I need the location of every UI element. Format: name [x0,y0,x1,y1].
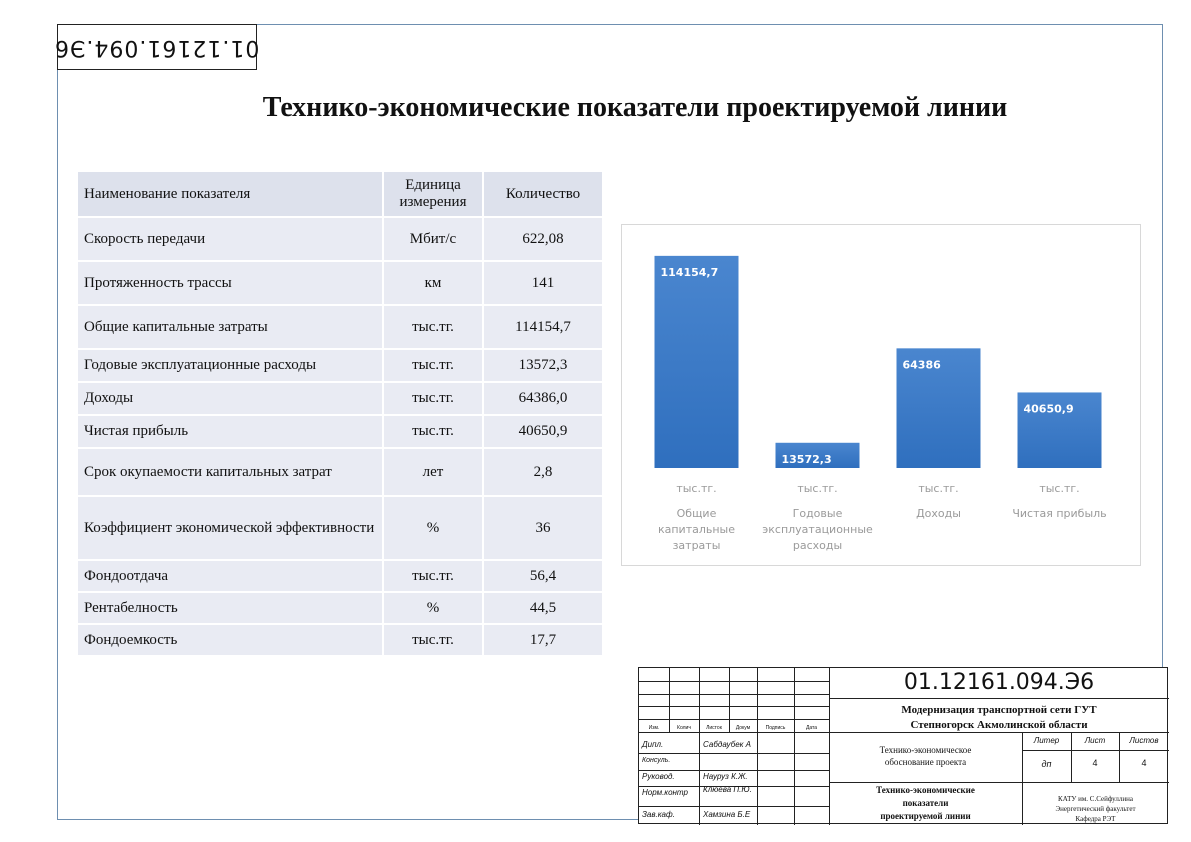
table-cell-name: Срок окупаемости капитальных затрат [78,449,382,495]
table-header-name: Наименование показателя [78,172,382,216]
project-name-line1: Модернизация транспортной сети ГУТ [901,704,1097,716]
table-cell-unit: тыс.тг. [384,350,482,381]
liter-label: Литер [1033,736,1060,745]
role-rukovod: Руковод. [642,772,675,781]
table-cell-name: Годовые эксплуатационные расходы [78,350,382,381]
table-cell-name: Фондоотдача [78,561,382,591]
unit-label-1: тыс.тг. [797,482,838,495]
col-header-dokum: Докум [735,725,751,731]
doc-code-stamp [54,24,260,70]
table-cell-unit: % [384,593,482,623]
table-cell-name: Протяженность трассы [78,262,382,304]
sheet-value: 4 [1092,758,1098,768]
section2-line1: Технико-экономические [876,785,975,795]
unit-label-2: тыс.тг. [918,482,959,495]
unit-label-0: тыс.тг. [676,482,717,495]
table-row [78,416,602,447]
table-row [78,262,602,304]
name-normkontr: Клюева П.Ю. [703,785,752,794]
table-row [78,497,602,559]
role-konsul: Консуль. [642,757,671,764]
table-cell-unit: тыс.тг. [384,383,482,414]
project-name-line2: Степногорск Акмолинской области [910,719,1088,731]
role-dipl: Дипл. [642,740,664,749]
table-cell-name: Чистая прибыль [78,416,382,447]
bar-chart-svg [622,225,1142,567]
table-cell-qty: 36 [484,497,602,559]
col-header-kolich: Колич [677,725,691,731]
category-label-3: Чистая прибыль [1012,507,1107,520]
table-row [78,593,602,623]
sheets-value: 4 [1141,758,1147,768]
table-cell-qty: 141 [484,262,602,304]
doc-code-stamp-text: 01.12161.094.Э6 [54,34,260,60]
liter-value: дп [1041,759,1052,769]
section1-line1: Технико-экономическое [879,745,972,755]
data-label-2: 64386 [902,358,941,372]
table-row [78,306,602,348]
data-label-1: 13572,3 [781,452,832,466]
table-cell-qty: 56,4 [484,561,602,591]
section2-line3: проектируемой линии [880,811,971,821]
col-header-listok: Листок [706,725,722,731]
unit-label-3: тыс.тг. [1039,482,1080,495]
table-cell-qty: 17,7 [484,625,602,655]
data-label-3: 40650,9 [1023,402,1074,416]
category-label-0: Общие капитальные затраты [657,507,736,552]
table-cell-unit: тыс.тг. [384,561,482,591]
name-rukovod: Науруз К.Ж. [703,772,748,781]
sheet-label: Лист [1084,736,1106,745]
table-cell-qty: 622,08 [484,218,602,260]
table-cell-name: Коэффициент экономической эффективности [78,497,382,559]
table-cell-unit: лет [384,449,482,495]
bar-0 [655,256,739,468]
table-cell-name: Доходы [78,383,382,414]
table-header-qty: Количество [484,172,602,216]
table-cell-unit: % [384,497,482,559]
table-cell-qty: 44,5 [484,593,602,623]
table-cell-unit: тыс.тг. [384,306,482,348]
table-row [78,350,602,381]
table-cell-name: Общие капитальные затраты [78,306,382,348]
section2-line2: показатели [902,798,949,808]
sheets-label: Листов [1129,736,1159,745]
name-zavkaf: Хамзина Б.Е [703,810,751,819]
table-cell-qty: 40650,9 [484,416,602,447]
org-line2: Энергетический факультет [1055,805,1136,813]
table-cell-qty: 64386,0 [484,383,602,414]
table-cell-name: Скорость передачи [78,218,382,260]
data-label-0: 114154,7 [660,265,719,279]
org-line3: Кафедра РЭТ [1075,815,1116,823]
indicators-table [76,170,604,657]
table-cell-qty: 2,8 [484,449,602,495]
table-header-unit: Единица измерения [384,172,482,216]
table-cell-unit: тыс.тг. [384,416,482,447]
table-row [78,218,602,260]
table-row [78,383,602,414]
role-normkontr: Норм.контр [642,788,688,797]
bar-chart [621,224,1141,566]
table-cell-qty: 114154,7 [484,306,602,348]
col-header-data: Дата [805,725,818,731]
title-block-code: 01.12161.094.Э6 [903,670,1095,695]
table-cell-unit: Мбит/с [384,218,482,260]
page-title: Технико-экономические показатели проектируемой линии [262,92,1008,123]
table-cell-unit: км [384,262,482,304]
table-cell-qty: 13572,3 [484,350,602,381]
role-zavkaf: Зав.каф. [642,810,675,819]
section1-line2: обоснование проекта [884,757,967,767]
category-label-1: Годовые эксплуатационные расходы [762,507,873,552]
table-cell-name: Рентабелность [78,593,382,623]
table-header-row [78,172,602,216]
frame-right-tick [1162,110,1166,670]
table-cell-unit: тыс.тг. [384,625,482,655]
col-header-izm: Изм. [648,725,660,731]
title-block [638,667,1168,824]
table-row [78,449,602,495]
col-header-podpis: Подпись [765,725,786,731]
table-row [78,625,602,655]
org-line1: КАТУ им. С.Сейфуллина [1058,795,1133,803]
table-cell-name: Фондоемкость [78,625,382,655]
category-label-2: Доходы [916,507,961,520]
table-row [78,561,602,591]
name-dipl: Сабдаубек А [703,740,751,749]
